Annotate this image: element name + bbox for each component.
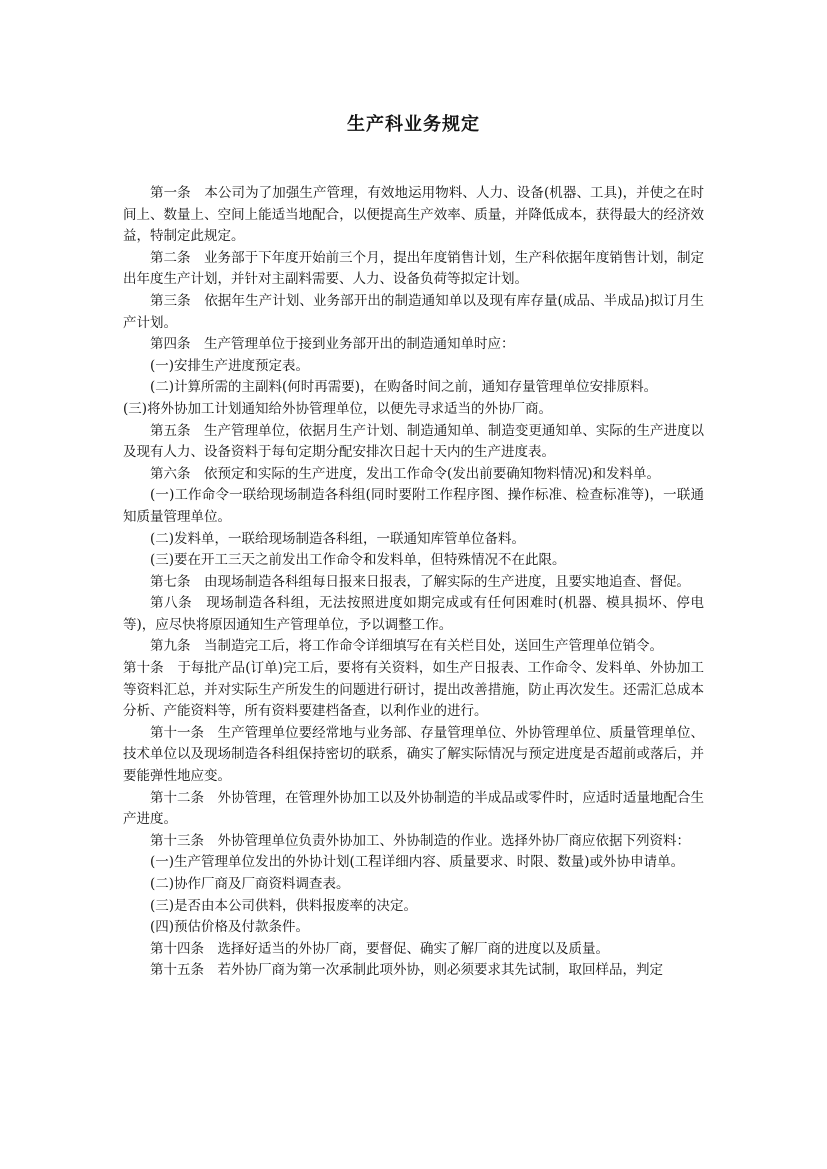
paragraph: 第七条 由现场制造各科组每日报来日报表，了解实际的生产进度，且要实地追查、督促。 — [150, 573, 690, 590]
paragraph: (二)发料单，一联给现场制造各科组，一联通知库管单位备料。 — [150, 530, 526, 547]
paragraph: (一)生产管理单位发出的外协计划(工程详细内容、质量要求、时限、数量)或外协申请单。 — [150, 854, 685, 871]
paragraph: 第九条 当制造完工后，将工作命令详细填写在有关栏目处，送回生产管理单位销令。 — [150, 638, 663, 655]
paragraph: 第十四条 选择好适当的外协厂商，要督促、确实了解厂商的进度以及质量。 — [150, 940, 609, 957]
paragraph: 第十一条 生产管理单位要经常地与业务部、存量管理单位、外协管理单位、质量管理单位、技术单位以及现场制造各科组保持密切的联系，确实了解实际情况与预定进度是否超前或落后，并要能弹性地应变。 — [123, 724, 704, 785]
paragraph: (三)将外协加工计划通知给外协管理单位，以便先寻求适当的外协厂商。 — [123, 400, 553, 417]
paragraph: 第十二条 外协管理，在管理外协加工以及外协制造的半成品或零件时，应适时适量地配合生产进度。 — [123, 789, 704, 828]
paragraph: 第二条 业务部于下年度开始前三个月，提出年度销售计划，生产科依据年度销售计划，制定出年度生产计划，并针对主副料需要、人力、设备负荷等拟定计划。 — [123, 249, 704, 288]
page-title: 生产科业务规定 — [347, 114, 480, 135]
paragraph: (二)计算所需的主副料(何时再需要)，在购备时间之前，通知存量管理单位安排原料。 — [150, 379, 658, 396]
paragraph: (四)预估价格及付款条件。 — [150, 919, 310, 936]
paragraph: 第一条 本公司为了加强生产管理，有效地运用物料、人力、设备(机器、工具)，并使之在时间上、数量上、空间上能适当地配合，以便提高生产效率、质量，并降低成本，获得最大的经济效益，特制定此规定。 — [123, 185, 704, 245]
document-body — [123, 183, 704, 982]
paragraph: 第八条 现场制造各科组，无法按照进度如期完成或有任何困难时(机器、模具损坏、停电等)，应尽快将原因通知生产管理单位，予以调整工作。 — [123, 595, 704, 633]
paragraph: 第四条 生产管理单位于接到业务部开出的制造通知单时应： — [150, 336, 515, 353]
paragraph: 第六条 依预定和实际的生产进度，发出工作命令(发出前要确知物料情况)和发料单。 — [150, 465, 661, 482]
paragraph: 第五条 生产管理单位，依据月生产计划、制造通知单、制造变更通知单、实际的生产进度以及现有人力、设备资料于每旬定期分配安排次日起十天内的生产进度表。 — [123, 422, 704, 461]
paragraph: (一)工作命令一联给现场制造各科组(同时要附工作程序图、操作标准、检查标准等)，一联通知质量管理单位。 — [123, 487, 704, 525]
paragraph: 第十条 于每批产品(订单)完工后，要将有关资料，如生产日报表、工作命令、发料单、外协加工等资料汇总，并对实际生产所发生的问题进行研讨，提出改善措施，防止再次发生。还需汇总成本分析、产能资料等，所有资料要建档备查，以利作业的进行。 — [123, 660, 704, 720]
paragraph: (一)安排生产进度预定表。 — [150, 357, 310, 374]
paragraph: 第十三条 外协管理单位负责外协加工、外协制造的作业。选择外协厂商应依据下列资料： — [150, 832, 690, 849]
paragraph: (三)是否由本公司供料，供料报废率的决定。 — [150, 897, 418, 914]
paragraph: (三)要在开工三天之前发出工作命令和发料单，但特殊情况不在此限。 — [150, 552, 566, 569]
paragraph: 第十五条 若外协厂商为第一次承制此项外协，则必须要求其先试制，取回样品，判定 — [150, 962, 663, 979]
paragraph: 第三条 依据年生产计划、业务部开出的制造通知单以及现有库存量(成品、半成品)拟订月生产计划。 — [123, 292, 704, 331]
paragraph: (二)协作厂商及厂商资料调查表。 — [150, 876, 350, 892]
